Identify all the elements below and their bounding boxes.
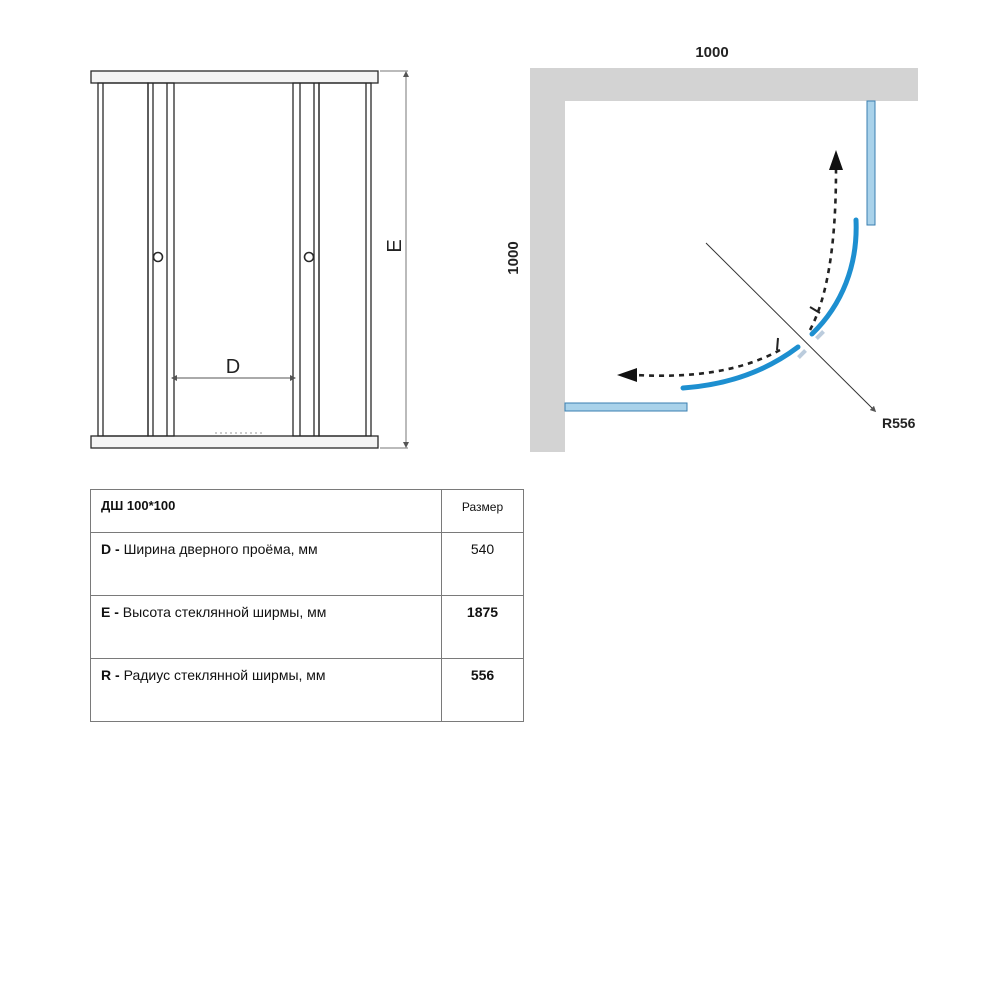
fixed-panel-right [867, 101, 875, 225]
wall-top [530, 68, 918, 101]
param-code: E [101, 604, 111, 620]
radius-label: R556 [882, 415, 916, 431]
param-value: 556 [442, 659, 524, 722]
model-name: ДШ 100*100 [91, 490, 442, 533]
right-handle [305, 253, 314, 262]
param-sep: - [111, 667, 124, 683]
left-handle [154, 253, 163, 262]
curved-door-upper [812, 220, 856, 334]
plan-width-label: 1000 [695, 44, 729, 61]
size-header: Размер [442, 490, 524, 533]
param-code: R [101, 667, 112, 683]
table-header-row [91, 490, 524, 533]
table-row [91, 533, 524, 596]
param-value: 1875 [442, 596, 524, 659]
dimension-e-label: E [384, 239, 406, 253]
front-view [91, 71, 378, 448]
dimension-e [380, 71, 408, 448]
param-value: 540 [442, 533, 524, 596]
plan-view [530, 68, 918, 452]
right-fixed-panel [319, 83, 371, 436]
curved-door-lower [683, 347, 798, 388]
wall-left [530, 68, 565, 452]
fixed-panel-bottom [565, 403, 687, 411]
dimension-d-label: D [225, 356, 241, 378]
spec-table [90, 489, 524, 722]
param-code: D [101, 541, 112, 557]
table-row [91, 596, 524, 659]
top-frame [91, 71, 378, 83]
param-label: Радиус стеклянной ширмы, мм [123, 667, 326, 683]
param-sep: - [111, 541, 124, 557]
plan-depth-label: 1000 [505, 241, 522, 275]
param-sep: - [110, 604, 123, 620]
left-fixed-panel [98, 83, 148, 436]
table-row [91, 659, 524, 722]
param-label: Высота стеклянной ширмы, мм [122, 604, 327, 620]
param-label: Ширина дверного проёма, мм [123, 541, 318, 557]
bottom-frame [91, 436, 378, 448]
